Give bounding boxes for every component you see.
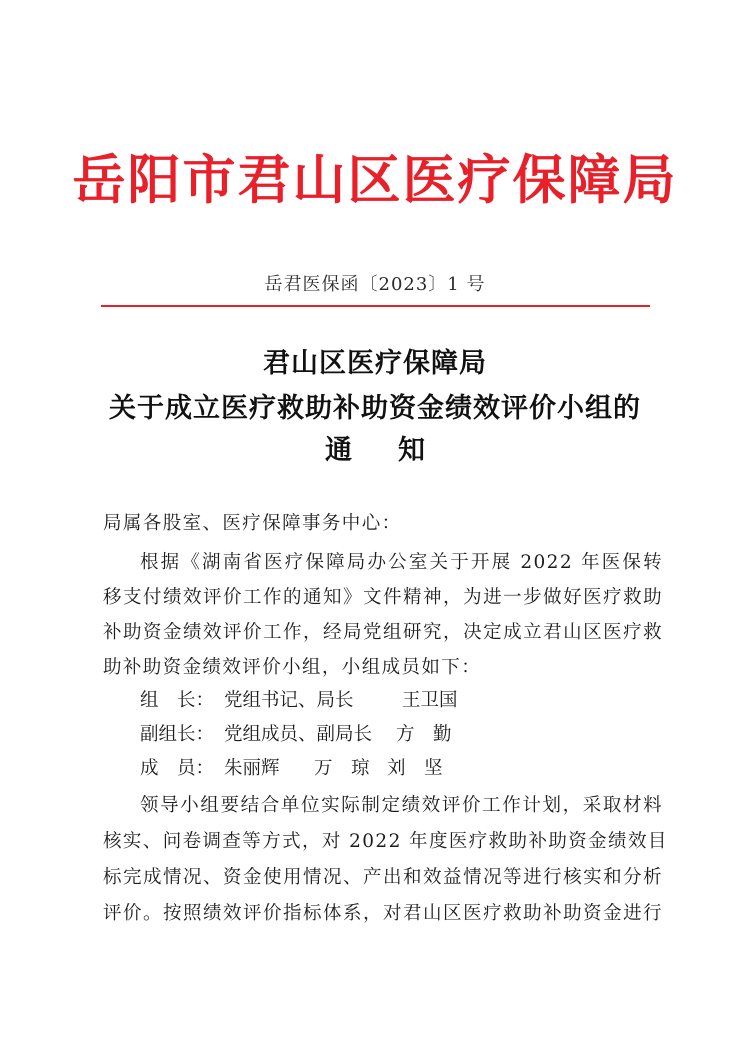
paragraph-1-line-2: 移支付绩效评价工作的通知》文件精神，为进一步做好医疗救助 [103,587,663,608]
red-divider [101,305,650,307]
document-number: 岳君医保函〔2023〕1 号 [264,274,486,295]
salutation: 局属各股室、医疗保障事务中心： [103,513,402,534]
member-name: 王卫国 [402,690,458,711]
paragraph-1-line-4: 助补助资金绩效评价小组，小组成员如下： [103,657,482,678]
title-line-3 [0,428,750,467]
title-line-2: 关于成立医疗救助补助资金绩效评价小组的 [109,393,641,424]
member-name: 朱丽辉 [224,758,280,779]
member-role: 副组长： [140,724,215,745]
member-role: 成 员： [140,758,215,779]
paragraph-2-line-1: 领导小组要结合单位实际制定绩效评价工作计划，采取材料 [140,795,663,816]
paragraph-2-line-4: 评价。按照绩效评价指标体系，对君山区医疗救助补助资金进行 [103,903,663,924]
member-name: 刘 坚 [387,758,443,779]
paragraph-2-line-3: 标完成情况、资金使用情况、产出和效益情况等进行核实和分析 [103,867,663,888]
org-letterhead: 岳阳市君山区医疗保障局 [72,149,678,211]
paragraph-1-line-1: 根据《湖南省医疗保障局办公室关于开展 2022 年医保转 [140,552,663,573]
title-line-1: 君山区医疗保障局 [263,348,487,379]
member-name: 万 琼 [314,758,370,779]
member-name: 方 勤 [396,724,452,745]
paragraph-2-line-2: 核实、问卷调查等方式，对 2022 年度医疗救助补助资金绩效目 [103,831,668,852]
title-word-2: 知 [398,435,425,466]
member-role: 组 长： [140,690,215,711]
member-position: 党组书记、局长 [224,690,354,711]
paragraph-1-line-3: 补助资金绩效评价工作，经局党组研究，决定成立君山区医疗救 [103,622,663,643]
member-position: 党组成员、副局长 [224,724,373,745]
title-word-1: 通 [325,435,352,466]
